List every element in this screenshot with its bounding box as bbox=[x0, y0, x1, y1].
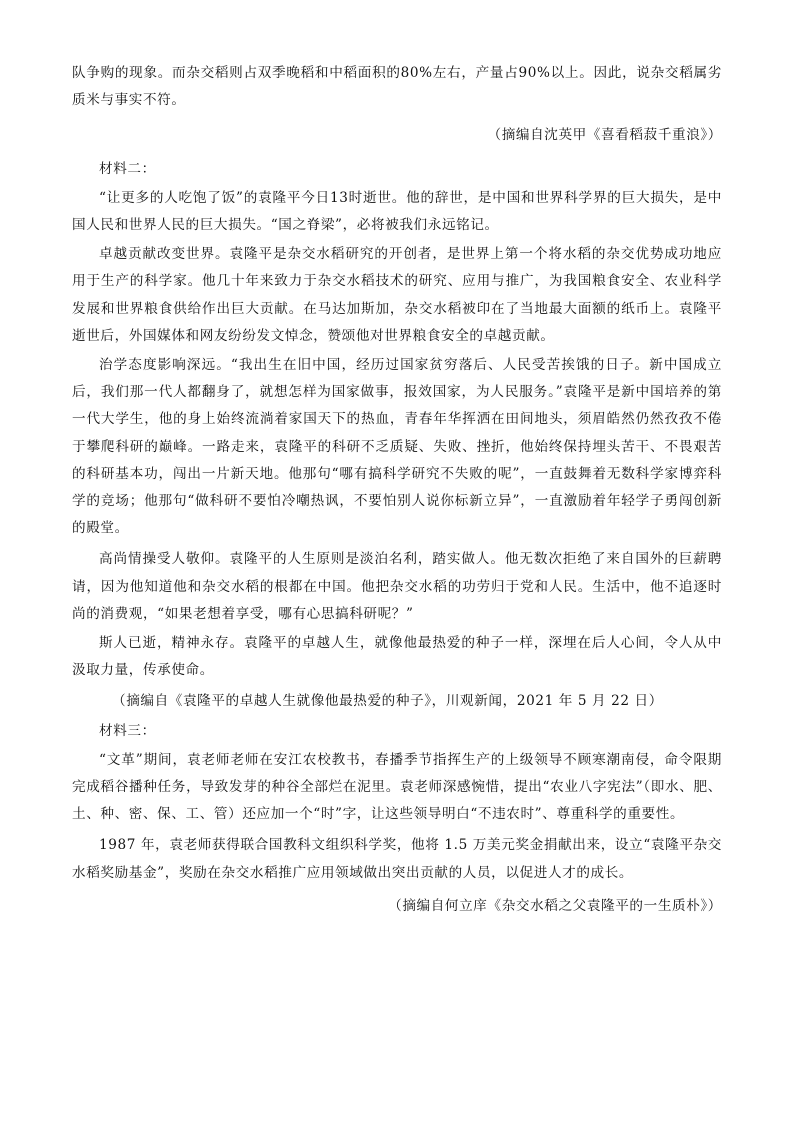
material2-label: 材料二： bbox=[99, 160, 156, 177]
material2-source: （摘编自《袁隆平的卓越人生就像他最热爱的种子》，川观新闻，2021 年 5 月 22 日） bbox=[112, 693, 663, 710]
material2-paragraph-1: “让更多的人吃饱了饭”的袁隆平今日13时逝世。他的辞世，是中国和世界科学界的巨大损失，是中国人民和世界人民的巨大损失。“国之脊梁”，必将被我们永远铭记。 bbox=[72, 189, 722, 234]
material3-source: （摘编自何立庠《杂交水稻之父袁隆平的一生质朴》） bbox=[388, 897, 722, 914]
material3-label: 材料三： bbox=[99, 722, 156, 739]
document-page bbox=[72, 60, 722, 920]
material1-tail-paragraph: 队争购的现象。而杂交稻则占双季晚稻和中稻面积的80%左右，产量占90%以上。因此，说杂交稻属劣质米与事实不符。 bbox=[72, 65, 722, 109]
material2-paragraph-5: 斯人已逝，精神永存。袁隆平的卓越人生，就像他最热爱的种子一样，深埋在后人心间，令人从中汲取力量，传承使命。 bbox=[72, 635, 722, 679]
material2-paragraph-3: 治学态度影响深远。“我出生在旧中国，经历过国家贫穷落后、人民受苦挨饿的日子。新中国成立后，我们那一代人都翻身了，就想怎样为国家做事，报效国家，为人民服务。”袁隆平是新中国培养的第一代大学生，他的身上始终流淌着家国天下的热血，青春年华挥洒在田间地头，须眉皓然仍然孜孜不倦于攀爬科研的巅峰。一路走来，袁隆平的科研不乏质疑、失败、挫折，他始终保持埋头苦干、不畏艰苦的科研基本功，闯出一片新天地。他那句“哪有搞科学研究不失败的呢”，一直鼓舞着无数科学家博弈科学的竞场；他那句“做科研不要怕冷嘲热讽，不要怕别人说你标新立异”，一直激励着年轻学子勇闯创新的殿堂。 bbox=[72, 357, 722, 537]
material1-source: （摘编自沈英甲《喜看稻菽千重浪》） bbox=[487, 127, 722, 144]
material3-paragraph-1: “文革”期间，袁老师老师在安江农校教书，春播季节指挥生产的上级领导不顾寒潮南侵，命令限期完成稻谷播种任务，导致发芽的种谷全部烂在泥里。袁老师深感惋惜，提出“农业八字宪法”（即水、肥、土、种、密、保、工、管）还应加一个“时”字，让这些领导明白“不违农时”、尊重科学的重要性。 bbox=[72, 751, 722, 823]
material3-paragraph-2: 1987 年，袁老师获得联合国教科文组织科学奖，他将 1.5 万美元奖金捐献出来，设立“袁隆平杂交水稻奖励基金”，奖励在杂交水稻推广应用领域做出突出贡献的人员，以促进人才的成长。 bbox=[72, 837, 722, 881]
material2-paragraph-2: 卓越贡献改变世界。袁隆平是杂交水稻研究的开创者，是世界上第一个将水稻的杂交优势成功地应用于生产的科学家。他几十年来致力于杂交水稻技术的研究、应用与推广，为我国粮食安全、农业科学发展和世界粮食供给作出巨大贡献。在马达加斯加，杂交水稻被印在了当地最大面额的纸币上。袁隆平逝世后，外国媒体和网友纷纷发文悼念，赞颂他对世界粮食安全的卓越贡献。 bbox=[72, 246, 722, 344]
material2-paragraph-4: 高尚情操受人敬仰。袁隆平的人生原则是淡泊名利，踏实做人。他无数次拒绝了来自国外的巨薪聘请，因为他知道他和杂交水稻的根都在中国。他把杂交水稻的功劳归于党和人民。生活中，他不追逐时尚的消费观，“如果老想着享受，哪有心思搞科研呢？” bbox=[72, 551, 722, 622]
